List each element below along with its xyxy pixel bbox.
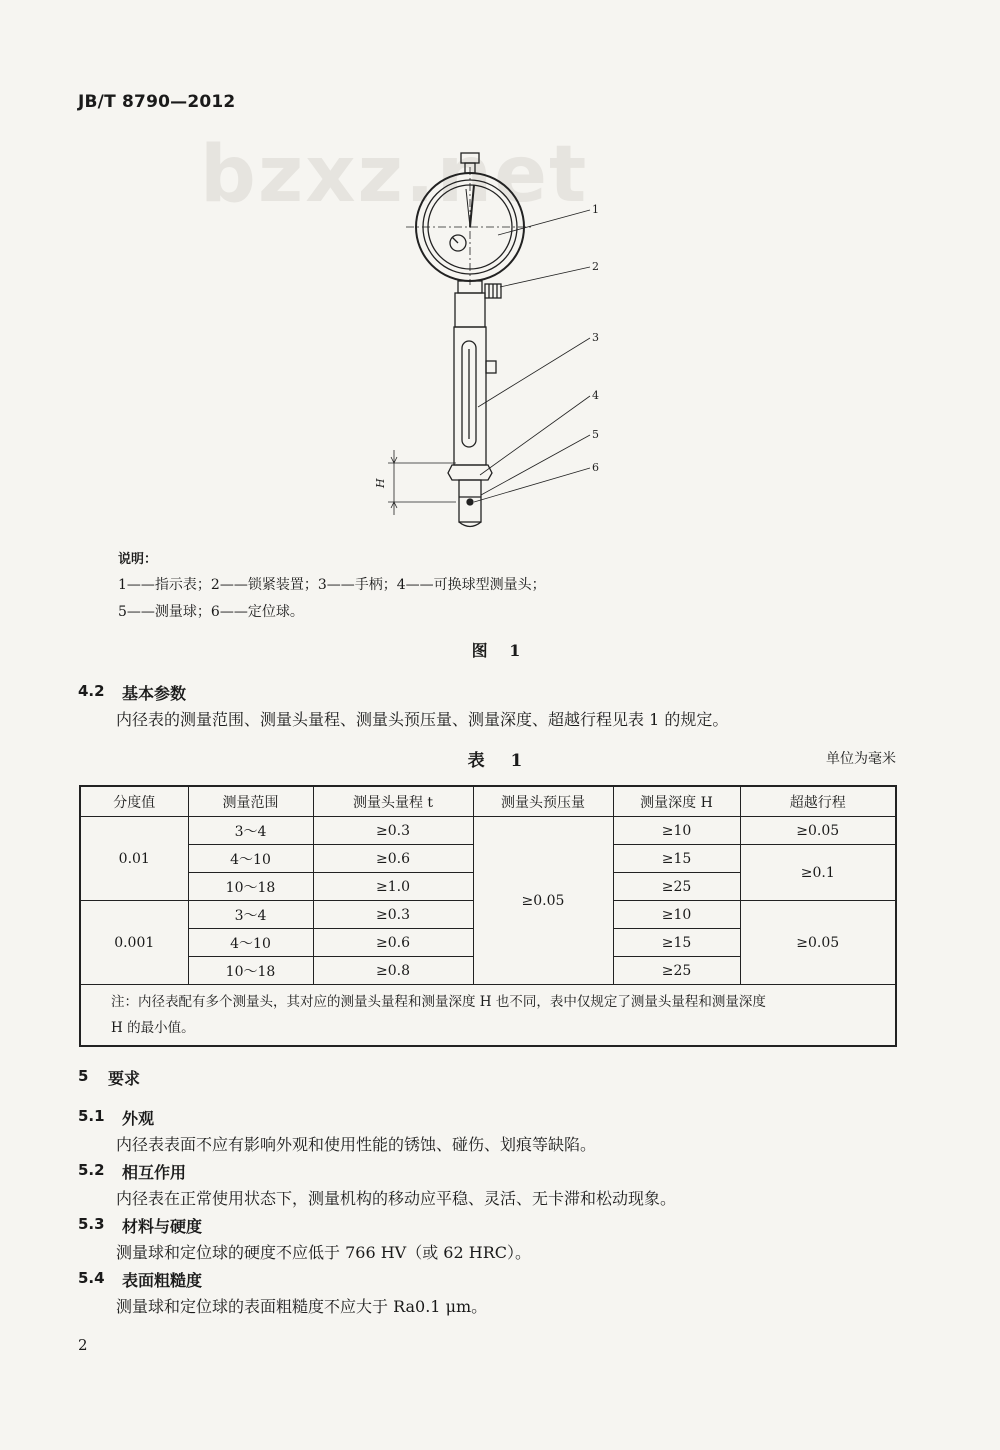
section-number: 5.3 [78,1215,105,1233]
section-text: 测量球和定位球的表面粗糙度不应大于 Ra0.1 μm。 [116,1297,488,1316]
range-cell: 3～4 [188,817,313,845]
depth-cell: ≥15 [613,929,740,957]
section-text: 测量球和定位球的硬度不应低于 766 HV（或 62 HRC）。 [116,1243,531,1262]
table-note-row [80,985,896,1047]
legend-line: 1——指示表；2——锁紧装置；3——手柄；4——可换球型测量头； [118,577,546,593]
span-cell: ≥0.6 [313,845,473,873]
depth-cell: ≥15 [613,845,740,873]
section-title: 材料与硬度 [122,1217,203,1236]
section-text: 内径表的测量范围、测量头量程、测量头预压量、测量深度、超越行程见表 1 的规定。 [116,710,729,729]
range-cell: 3～4 [188,901,313,929]
table-header-row [80,786,896,817]
table-header: 测量范围 [188,786,313,817]
table-note-line: 注：内径表配有多个测量头，其对应的测量头量程和测量深度 H 也不同，表中仅规定了测量头量程和测量深度 [111,994,766,1010]
overtravel-cell: ≥0.1 [740,845,896,901]
table-note-line: H 的最小值。 [111,1020,195,1036]
table-title: 表 1 [467,751,533,771]
division-cell: 0.001 [80,901,188,985]
figure-caption: 图 1 [471,641,529,660]
span-cell: ≥0.3 [313,817,473,845]
callout-6: 6 [592,461,599,474]
table-header: 测量深度 H [613,786,740,817]
bore-gauge-drawing [370,145,650,535]
span-cell: ≥0.6 [313,929,473,957]
preload-cell: ≥0.05 [473,817,613,985]
dimension-h-label: H [374,478,387,488]
table-header: 分度值 [80,786,188,817]
table-unit: 单位为毫米 [826,751,896,767]
range-cell: 4～10 [188,929,313,957]
range-cell: 10～18 [188,957,313,985]
section-number: 5 [78,1067,89,1085]
legend-line: 5——测量球；6——定位球。 [118,604,304,620]
span-cell: ≥0.8 [313,957,473,985]
section-title: 要求 [108,1069,141,1088]
watermark: bzxz.net [200,130,589,220]
overtravel-cell: ≥0.05 [740,901,896,985]
division-cell: 0.01 [80,817,188,901]
section-number: 5.1 [78,1107,105,1125]
range-cell: 4～10 [188,845,313,873]
section-title: 相互作用 [122,1163,187,1182]
section-title: 外观 [122,1109,155,1128]
section-text: 内径表表面不应有影响外观和使用性能的锈蚀、碰伤、划痕等缺陷。 [116,1135,597,1154]
section-title: 表面粗糙度 [122,1271,203,1290]
callout-2: 2 [592,260,599,273]
section-number: 5.2 [78,1161,105,1179]
section-text: 内径表在正常使用状态下，测量机构的移动应平稳、灵活、无卡滞和松动现象。 [116,1189,677,1208]
span-cell: ≥1.0 [313,873,473,901]
callout-3: 3 [592,331,599,344]
callout-4: 4 [592,389,599,402]
figure-bore-gauge [370,145,650,535]
table-header: 超越行程 [740,786,896,817]
table-header: 测量头量程 t [313,786,473,817]
section-title: 基本参数 [122,684,187,703]
depth-cell: ≥10 [613,901,740,929]
section-number: 4.2 [78,682,105,700]
page-number: 2 [78,1336,88,1354]
depth-cell: ≥25 [613,873,740,901]
table-header: 测量头预压量 [473,786,613,817]
span-cell: ≥0.3 [313,901,473,929]
table-note [80,985,896,1047]
callout-5: 5 [592,428,599,441]
callout-1: 1 [592,203,599,216]
parameter-table [79,785,897,1047]
range-cell: 10～18 [188,873,313,901]
legend-title: 说明： [118,552,158,567]
standard-code: JB/T 8790—2012 [78,92,236,112]
section-number: 5.4 [78,1269,105,1287]
table-row [80,817,896,845]
depth-cell: ≥25 [613,957,740,985]
depth-cell: ≥10 [613,817,740,845]
overtravel-cell: ≥0.05 [740,817,896,845]
